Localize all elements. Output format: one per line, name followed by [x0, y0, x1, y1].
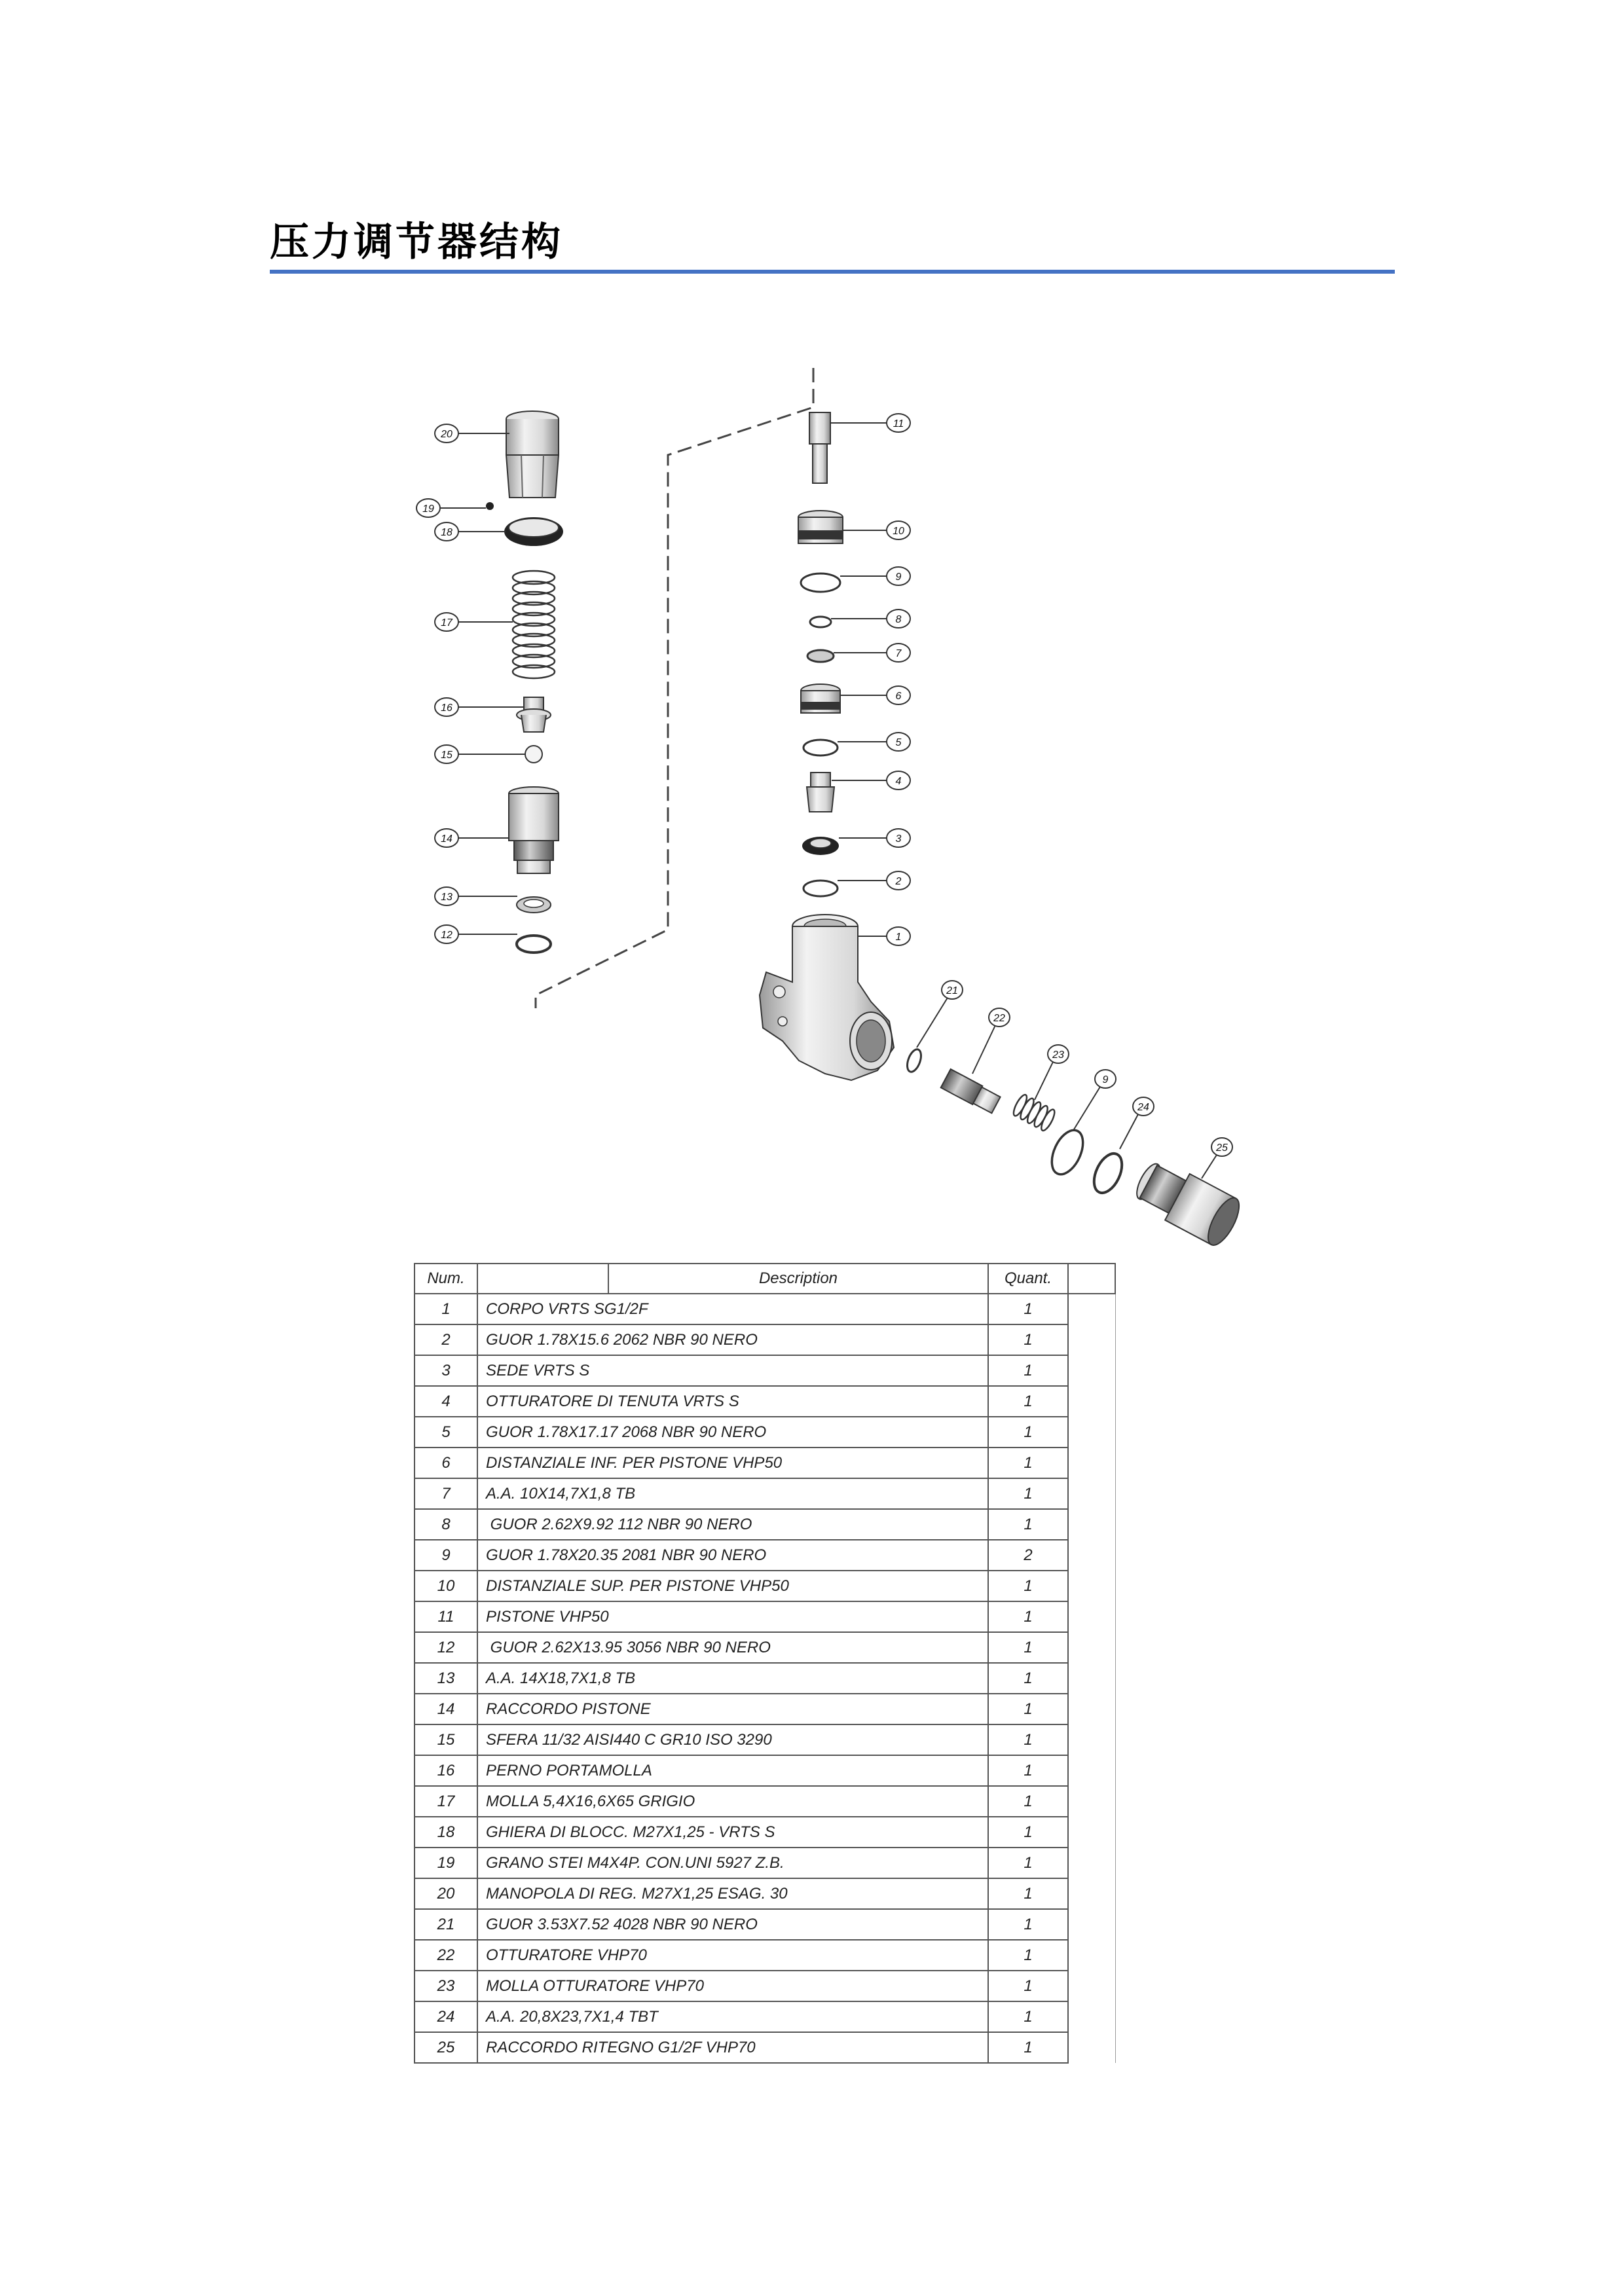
row-num: 1 [415, 1294, 477, 1324]
row-num: 22 [415, 1940, 477, 1971]
row-extra-cell [1068, 2032, 1115, 2063]
table-row [415, 1817, 1115, 1848]
table-body [415, 1294, 1115, 2063]
row-num: 7 [415, 1478, 477, 1509]
part-21-o-ring [904, 1048, 923, 1074]
header-description: Description [608, 1264, 988, 1294]
row-extra-cell [1068, 1755, 1115, 1786]
row-extra-cell [1068, 1663, 1115, 1694]
row-num: 13 [415, 1663, 477, 1694]
table-row [415, 1478, 1115, 1509]
table-row [415, 1601, 1115, 1632]
part-3-seat [802, 837, 839, 855]
row-num: 23 [415, 1971, 477, 2001]
table-header-row [415, 1264, 1115, 1294]
row-extra-cell [1068, 1509, 1115, 1540]
table-row [415, 1878, 1115, 1909]
part-2-o-ring [803, 881, 838, 896]
callout-11: 11 [893, 418, 904, 429]
row-num: 6 [415, 1448, 477, 1478]
part-4-sealing-shutter [807, 773, 834, 812]
row-quant: 1 [988, 2001, 1068, 2032]
row-description: GUOR 1.78X15.6 2062 NBR 90 NERO [477, 1324, 988, 1355]
row-quant: 1 [988, 1294, 1068, 1324]
row-extra-cell [1068, 1724, 1115, 1755]
row-quant: 1 [988, 1448, 1068, 1478]
part-10-upper-spacer [798, 511, 843, 543]
row-quant: 1 [988, 1694, 1068, 1724]
part-20-knob [506, 411, 559, 498]
row-extra-cell [1068, 1817, 1115, 1848]
row-description: DISTANZIALE SUP. PER PISTONE VHP50 [477, 1571, 988, 1601]
table-row [415, 1848, 1115, 1878]
assembly-dashed-line [536, 368, 813, 1008]
row-extra-cell [1068, 1940, 1115, 1971]
part-6-lower-spacer [801, 684, 840, 713]
header-quant: Quant. [988, 1264, 1068, 1294]
row-description: GRANO STEI M4X4P. CON.UNI 5927 Z.B. [477, 1848, 988, 1878]
row-quant: 1 [988, 1786, 1068, 1817]
row-extra-cell [1068, 1601, 1115, 1632]
table-row [415, 1786, 1115, 1817]
table-row [415, 1663, 1115, 1694]
row-description: OTTURATORE DI TENUTA VRTS S [477, 1386, 988, 1417]
table-row [415, 1355, 1115, 1386]
row-extra-cell [1068, 1878, 1115, 1909]
row-description: GUOR 1.78X17.17 2068 NBR 90 NERO [477, 1417, 988, 1448]
row-num: 17 [415, 1786, 477, 1817]
row-extra-cell [1068, 1386, 1115, 1417]
row-num: 3 [415, 1355, 477, 1386]
row-quant: 1 [988, 1878, 1068, 1909]
row-num: 9 [415, 1540, 477, 1571]
callout-22: 22 [993, 1013, 1005, 1024]
row-num: 24 [415, 2001, 477, 2032]
row-num: 25 [415, 2032, 477, 2063]
callout-15: 15 [441, 750, 452, 761]
header-extra [1068, 1264, 1115, 1294]
part-14-fitting [509, 787, 559, 873]
row-quant: 1 [988, 1324, 1068, 1355]
row-quant: 1 [988, 1817, 1068, 1848]
callout-13: 13 [441, 892, 452, 903]
part-19-grub-screw [486, 502, 494, 510]
part-15-ball [525, 746, 542, 763]
row-quant: 1 [988, 1632, 1068, 1663]
part-5-o-ring [803, 740, 838, 756]
row-quant: 1 [988, 1601, 1068, 1632]
row-extra-cell [1068, 1848, 1115, 1878]
row-quant: 1 [988, 1940, 1068, 1971]
row-description: A.A. 20,8X23,7X1,4 TBT [477, 2001, 988, 2032]
row-description: RACCORDO PISTONE [477, 1694, 988, 1724]
table-row [415, 1386, 1115, 1417]
callout-18: 18 [441, 527, 452, 538]
table-row [415, 1724, 1115, 1755]
page-title: 压力调节器结构 [270, 219, 563, 265]
callout-3: 3 [895, 833, 902, 845]
callout-24: 24 [1137, 1102, 1149, 1113]
table-row [415, 1324, 1115, 1355]
row-extra-cell [1068, 1632, 1115, 1663]
row-description: PISTONE VHP50 [477, 1601, 988, 1632]
table-row [415, 2032, 1115, 2063]
part-9b-o-ring [1046, 1125, 1090, 1179]
row-num: 19 [415, 1848, 477, 1878]
row-extra-cell [1068, 1417, 1115, 1448]
table-row [415, 1694, 1115, 1724]
row-description: GUOR 2.62X9.92 112 NBR 90 NERO [477, 1509, 988, 1540]
part-17-spring [513, 571, 555, 678]
row-description: A.A. 14X18,7X1,8 TB [477, 1663, 988, 1694]
callout-14: 14 [441, 833, 452, 845]
row-description: GUOR 2.62X13.95 3056 NBR 90 NERO [477, 1632, 988, 1663]
row-quant: 1 [988, 1386, 1068, 1417]
table-row [415, 2001, 1115, 2032]
row-quant: 1 [988, 1509, 1068, 1540]
table-row [415, 1417, 1115, 1448]
part-11-piston [809, 412, 830, 483]
row-num: 21 [415, 1909, 477, 1940]
callout-2: 2 [895, 876, 902, 887]
row-extra-cell [1068, 1694, 1115, 1724]
callout-17: 17 [441, 617, 452, 629]
row-num: 16 [415, 1755, 477, 1786]
row-description: A.A. 10X14,7X1,8 TB [477, 1478, 988, 1509]
row-description: RACCORDO RITEGNO G1/2F VHP70 [477, 2032, 988, 2063]
row-quant: 1 [988, 2032, 1068, 2063]
callout-20: 20 [441, 429, 452, 440]
row-extra-cell [1068, 1324, 1115, 1355]
row-num: 15 [415, 1724, 477, 1755]
callout-5: 5 [895, 737, 902, 748]
row-quant: 1 [988, 1755, 1068, 1786]
table-row [415, 1971, 1115, 2001]
part-9-o-ring [801, 574, 840, 592]
row-num: 18 [415, 1817, 477, 1848]
row-extra-cell [1068, 1786, 1115, 1817]
part-8-o-ring [810, 617, 831, 627]
table-row [415, 1448, 1115, 1478]
row-num: 12 [415, 1632, 477, 1663]
callout-1: 1 [895, 932, 902, 943]
row-extra-cell [1068, 1355, 1115, 1386]
row-quant: 1 [988, 1909, 1068, 1940]
row-num: 14 [415, 1694, 477, 1724]
header-blank [477, 1264, 608, 1294]
row-description: MOLLA 5,4X16,6X65 GRIGIO [477, 1786, 988, 1817]
row-extra-cell [1068, 1971, 1115, 2001]
row-num: 4 [415, 1386, 477, 1417]
row-description: GUOR 3.53X7.52 4028 NBR 90 NERO [477, 1909, 988, 1940]
row-quant: 1 [988, 1724, 1068, 1755]
table-row [415, 1909, 1115, 1940]
part-18-lock-ring [504, 517, 563, 546]
callout-16: 16 [441, 702, 452, 714]
callout-23: 23 [1052, 1049, 1064, 1061]
part-7-washer [807, 650, 834, 662]
row-description: DISTANZIALE INF. PER PISTONE VHP50 [477, 1448, 988, 1478]
row-num: 10 [415, 1571, 477, 1601]
row-extra-cell [1068, 1571, 1115, 1601]
row-quant: 1 [988, 1355, 1068, 1386]
table-row [415, 1632, 1115, 1663]
row-extra-cell [1068, 1448, 1115, 1478]
part-23-spring [1011, 1093, 1057, 1133]
callout-25: 25 [1216, 1142, 1228, 1154]
table-row [415, 1755, 1115, 1786]
row-description: GHIERA DI BLOCC. M27X1,25 - VRTS S [477, 1817, 988, 1848]
part-13-washer [517, 897, 551, 913]
parts-list-table [414, 1263, 1116, 2064]
callout-9: 9 [895, 572, 902, 583]
row-description: MOLLA OTTURATORE VHP70 [477, 1971, 988, 2001]
row-description: MANOPOLA DI REG. M27X1,25 ESAG. 30 [477, 1878, 988, 1909]
row-extra-cell [1068, 2001, 1115, 2032]
table-row [415, 1540, 1115, 1571]
row-num: 11 [415, 1601, 477, 1632]
part-1-body [760, 915, 894, 1080]
callout-10: 10 [893, 526, 904, 537]
part-12-o-ring [517, 936, 551, 953]
row-num: 5 [415, 1417, 477, 1448]
table-row [415, 1571, 1115, 1601]
table-row [415, 1294, 1115, 1324]
row-quant: 1 [988, 1663, 1068, 1694]
row-description: GUOR 1.78X20.35 2081 NBR 90 NERO [477, 1540, 988, 1571]
part-25-check-fitting [1129, 1155, 1245, 1250]
callout-21: 21 [946, 985, 958, 996]
row-num: 2 [415, 1324, 477, 1355]
callout-12: 12 [441, 930, 452, 941]
row-num: 20 [415, 1878, 477, 1909]
part-24-washer [1088, 1149, 1128, 1197]
callout-19: 19 [422, 503, 434, 515]
row-quant: 1 [988, 1417, 1068, 1448]
row-quant: 1 [988, 1571, 1068, 1601]
table-row [415, 1509, 1115, 1540]
row-num: 8 [415, 1509, 477, 1540]
row-extra-cell [1068, 1478, 1115, 1509]
row-extra-cell [1068, 1294, 1115, 1324]
callout-8: 8 [895, 614, 902, 625]
callout-7: 7 [895, 648, 902, 659]
callout-6: 6 [895, 691, 902, 702]
row-quant: 1 [988, 1848, 1068, 1878]
row-description: CORPO VRTS SG1/2F [477, 1294, 988, 1324]
part-22-shutter [941, 1069, 1001, 1114]
callout-4: 4 [895, 776, 902, 787]
part-16-spring-pin [517, 697, 551, 732]
row-quant: 1 [988, 1478, 1068, 1509]
callout-9b: 9 [1102, 1074, 1109, 1085]
row-extra-cell [1068, 1909, 1115, 1940]
row-description: SEDE VRTS S [477, 1355, 988, 1386]
row-quant: 1 [988, 1971, 1068, 2001]
row-description: OTTURATORE VHP70 [477, 1940, 988, 1971]
row-description: SFERA 11/32 AISI440 C GR10 ISO 3290 [477, 1724, 988, 1755]
table-row [415, 1940, 1115, 1971]
row-extra-cell [1068, 1540, 1115, 1571]
header-num: Num. [415, 1264, 477, 1294]
row-description: PERNO PORTAMOLLA [477, 1755, 988, 1786]
row-quant: 2 [988, 1540, 1068, 1571]
